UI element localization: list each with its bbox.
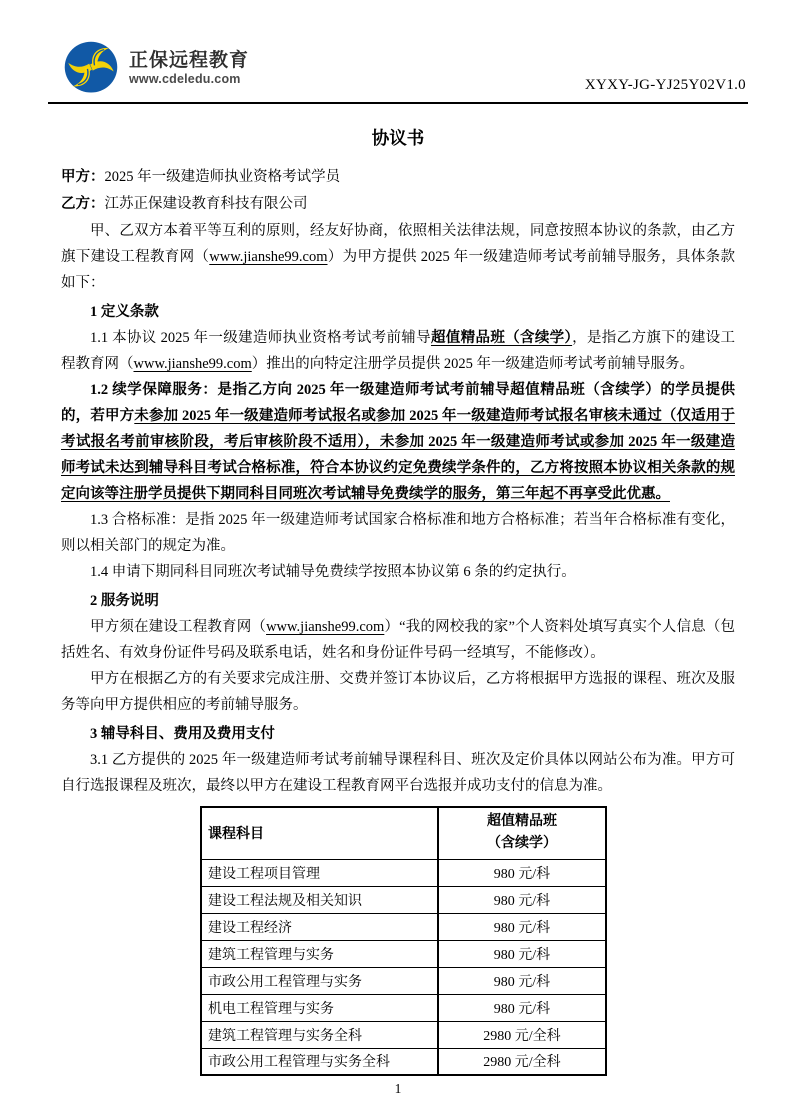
section-3-heading: 3 辅导科目、费用及费用支付 (90, 726, 275, 742)
table-row (201, 1048, 606, 1075)
intro-jianshe-link[interactable]: www.jianshe99.com (209, 249, 328, 265)
fee-table-body (201, 859, 606, 1075)
clause-1-1-emphasis: 超值精品班（含续学） (430, 330, 573, 346)
parties-block (61, 164, 735, 218)
price-cell: 2980 元/全科 (438, 1048, 606, 1075)
price-cell: 2980 元/全科 (438, 1021, 606, 1048)
service-paragraph-2: 甲方在根据乙方的有关要求完成注册、交费并签订本协议后，乙方将根据甲方选报的课程、班次及服务等向甲方提供相应的考前辅导服务。 (61, 671, 735, 713)
doc-code: XYXY-JG-YJ25Y02V1.0 (584, 77, 746, 93)
clause-1-1-pre: 1.1 本协议 2025 年一级建造师执业资格考试考前辅导 (90, 330, 431, 346)
intro-text-post: ）为甲方提供 2025 年一级建造师考试考前辅导服务，具体条款如下： (61, 249, 736, 291)
table-row (201, 940, 606, 967)
page-number: 1 (394, 1081, 402, 1096)
party-b-value: 江苏正保建设教育科技有限公司 (104, 196, 308, 212)
price-cell: 980 元/科 (438, 913, 606, 940)
doc-header (0, 0, 796, 96)
price-header-line2: （含续学） (487, 836, 557, 852)
subject-cell: 机电工程管理与实务 (201, 994, 438, 1021)
clause-1-2 (61, 377, 735, 507)
subject-column-header: 课程科目 (201, 807, 438, 859)
table-row (201, 994, 606, 1021)
price-cell: 980 元/科 (438, 967, 606, 994)
section-1-heading: 1 定义条款 (90, 304, 159, 320)
subject-cell: 建筑工程管理与实务全科 (201, 1021, 438, 1048)
price-cell: 980 元/科 (438, 994, 606, 1021)
clause-1-4: 1.4 申请下期同科目同班次考试辅导免费续学按照本协议第 6 条的约定执行。 (90, 564, 576, 580)
party-b-row (61, 191, 735, 218)
service-p1-post: ）“我的网校我的家”个人资料处填写真实个人信息（包括姓名、有效身份证件号码及联系电话，姓名和身份证件号码一经填写，不能修改）。 (61, 619, 735, 661)
subject-cell: 建设工程法规及相关知识 (201, 886, 438, 913)
fee-table-header-row (201, 807, 606, 859)
section-2-heading: 2 服务说明 (90, 593, 159, 609)
doc-content (0, 125, 796, 1097)
intro-paragraph (61, 218, 735, 296)
subject-cell: 建设工程经济 (201, 913, 438, 940)
price-cell: 980 元/科 (438, 940, 606, 967)
table-row (201, 886, 606, 913)
subject-cell: 建设工程项目管理 (201, 859, 438, 886)
intro-text-pre: 甲、乙双方本着平等互利的原则，经友好协商，依照相关法律法规，同意按照本协议的条款，由乙方旗下建设工程教育网（ (61, 223, 735, 265)
table-row (201, 913, 606, 940)
brand-text (129, 50, 249, 86)
clause-1-1 (61, 325, 735, 377)
header-divider (48, 102, 748, 104)
table-row (201, 967, 606, 994)
party-a-label: 甲方： (61, 169, 105, 185)
clause-1-1-jianshe-link[interactable]: www.jianshe99.com (133, 356, 252, 372)
page-title: 协议书 (371, 128, 425, 148)
clause-1-3: 1.3 合格标准：是指 2025 年一级建造师考试国家合格标准和地方合格标准；若当年合格标准有变化，则以相关部门的规定为准。 (61, 512, 735, 554)
clause-1-2-lead: 1.2 续学保障服务：是指乙方向 2025 年一级建造师考试考前辅导超值精品班（含续学）的学员提供的，若甲方 (61, 382, 735, 424)
table-row (201, 859, 606, 886)
price-cell: 980 元/科 (438, 886, 606, 913)
fee-table-head (201, 807, 606, 859)
party-a-row (61, 164, 735, 191)
clause-3-1: 3.1 乙方提供的 2025 年一级建造师考试考前辅导课程科目、班次及定价具体以网站公布为准。甲方可自行选报课程及班次，最终以甲方在建设工程教育网平台选报并成功支付的信息为准。 (61, 752, 735, 794)
clause-1-2-underlined: 未参加 2025 年一级建造师考试报名或参加 2025 年一级建造师考试报名审核未通过（仅适用于考试报名考前审核阶段，考后审核阶段不适用），未参加 2025 年一级建造师考试或参加 2025 年一级建造师考试未达到辅导科目考试合格标准，符合本协议约定免费续学条件的，乙方将按照本协议相关条款的规定向该等注册学员提供下期同科目同班次考试辅导免费续学的服务，第三年起不再享受此优惠。 (61, 408, 735, 502)
brand-name: 正保远程教育 (129, 50, 250, 72)
table-row (201, 1021, 606, 1048)
service-jianshe-link[interactable]: www.jianshe99.com (266, 619, 385, 635)
brand-website: www.cdeledu.com (129, 71, 241, 86)
service-p1-pre: 甲方须在建设工程教育网（ (90, 619, 267, 635)
party-b-label: 乙方： (61, 196, 105, 212)
price-header-line1: 超值精品班 (487, 814, 557, 830)
price-cell: 980 元/科 (438, 859, 606, 886)
fee-table (200, 806, 607, 1076)
price-column-header (438, 807, 606, 859)
clause-1-1-mid: ，是指乙方旗下的建设工程教育网（ (61, 330, 736, 372)
subject-cell: 建筑工程管理与实务 (201, 940, 438, 967)
cdel-swirl-logo-icon (62, 40, 120, 96)
party-a-value: 2025 年一级建造师执业资格考试学员 (104, 169, 341, 185)
subject-cell: 市政公用工程管理与实务全科 (201, 1048, 438, 1075)
clause-1-1-post: ）推出的向特定注册学员提供 2025 年一级建造师考试考前辅导服务。 (251, 356, 695, 372)
subject-cell: 市政公用工程管理与实务 (201, 967, 438, 994)
service-paragraph-1 (61, 614, 735, 666)
